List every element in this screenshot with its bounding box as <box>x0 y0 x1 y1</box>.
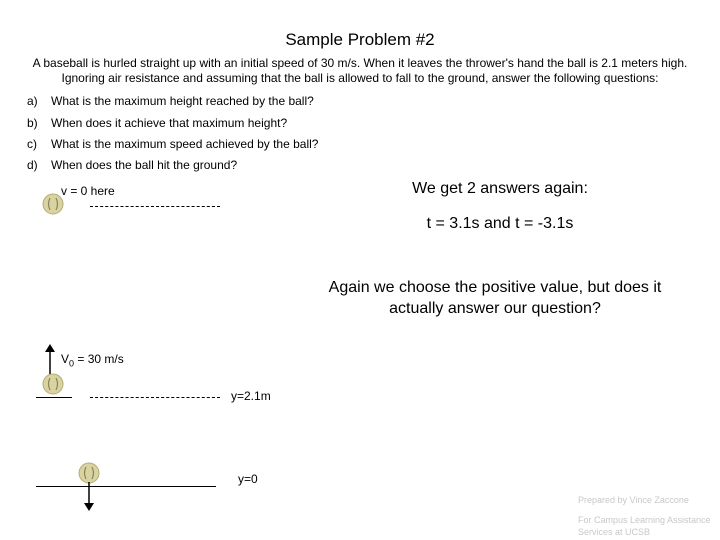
baseball-icon <box>42 193 64 215</box>
question-c-letter: c) <box>27 137 37 151</box>
question-a-letter: a) <box>27 94 38 108</box>
question-d-letter: d) <box>27 158 38 172</box>
answers-followup: Again we choose the positive value, but does it actually answer our question? <box>328 279 662 317</box>
velocity-zero-label: v = 0 here <box>61 184 115 198</box>
launch-height-dashed-line <box>90 397 220 398</box>
baseball-icon <box>78 462 100 484</box>
hand-level-line <box>36 397 72 398</box>
ground-line <box>36 486 216 487</box>
answers-heading: We get 2 answers again: <box>412 180 588 197</box>
credit-author: Prepared by Vince Zaccone <box>578 495 689 505</box>
question-d-text: When does the ball hit the ground? <box>51 158 238 172</box>
launch-height-label: y=2.1m <box>231 389 271 403</box>
ground-label: y=0 <box>238 472 258 486</box>
downward-velocity-arrow <box>83 482 95 512</box>
question-b-letter: b) <box>27 116 38 130</box>
baseball-icon <box>42 373 64 395</box>
problem-statement: A baseball is hurled straight up with an initial speed of 30 m/s. When it leaves the thrower's hand the ball is 2.1 meters high. Ignoring air resistance and assuming that the ball is allowed to fall to the ground, answer the following questions: <box>32 56 688 85</box>
question-b-text: When does it achieve that maximum height? <box>51 116 288 130</box>
max-height-dashed-line <box>90 206 220 207</box>
page-title: Sample Problem #2 <box>285 30 435 49</box>
question-a-text: What is the maximum height reached by the ball? <box>51 94 314 108</box>
answers-time-values: t = 3.1s and t = -3.1s <box>426 215 574 232</box>
question-c-text: What is the maximum speed achieved by the ball? <box>51 137 319 151</box>
initial-velocity-label: $V_0 = 30$ m/s <box>61 352 124 369</box>
credit-organization: For Campus Learning Assistance Services at UCSB <box>578 515 711 537</box>
